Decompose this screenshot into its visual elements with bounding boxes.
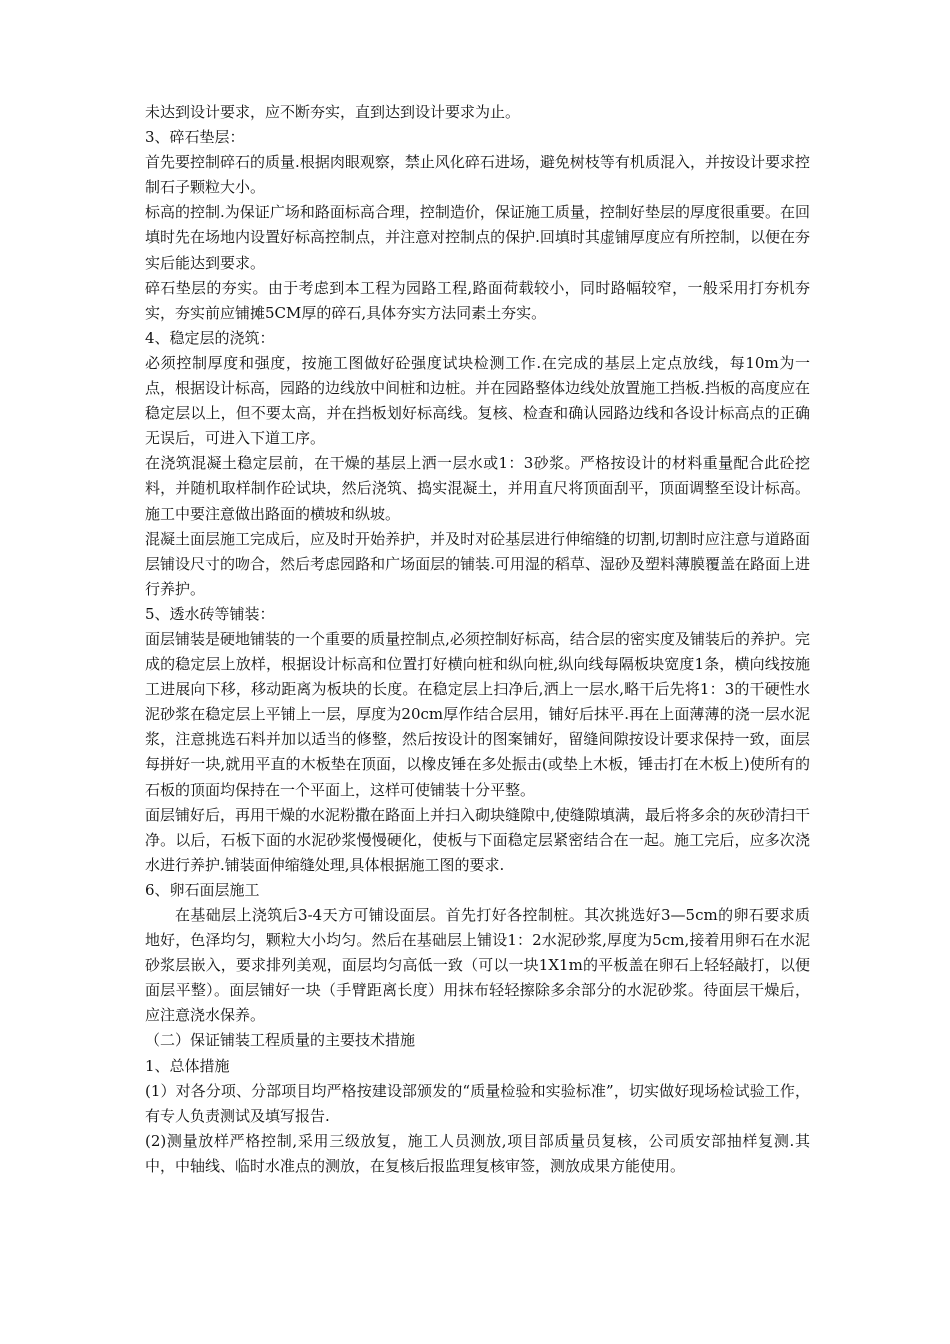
- paragraph: 碎石垫层的夯实。由于考虑到本工程为园路工程,路面荷载较小，同时路幅较窄，一般采用打夯机夯实，夯实前应铺摊5CM厚的碎石,具体夯实方法同素土夯实。: [145, 278, 810, 322]
- paragraph: (1）对各分项、分部项目均严格按建设部颁发的“质量检验和实验标准”，切实做好现场检试验工作，有专人负责测试及填写报告.: [145, 1081, 810, 1125]
- paragraph: 标高的控制.为保证广场和路面标高合理，控制造价，保证施工质量，控制好垫层的厚度很重要。在回填时先在场地内设置好标高控制点，并注意对控制点的保护.回填时其虚铺厚度应有所控制，以便在夯实后能达到要求。: [145, 203, 810, 272]
- paragraph: 混凝土面层施工完成后，应及时开始养护，并及时对砼基层进行伸缩缝的切割,切割时应注意与道路面层铺设尺寸的吻合，然后考虑园路和广场面层的铺装.可用湿的稻草、湿砂及塑料薄膜覆盖在路面上进行养护。: [145, 529, 810, 598]
- paragraph: 必须控制厚度和强度，按施工图做好砼强度试块检测工作.在完成的基层上定点放线，每10m为一点，根据设计标高，园路的边线放中间桩和边桩。并在园路整体边线处放置施工挡板.挡板的高度应在稳定层以上，但不要太高，并在挡板划好标高线。复核、检查和确认园路边线和各设计标高点的正确无误后，可进入下道工序。: [145, 353, 810, 448]
- paragraph: 在基础层上浇筑后3-4天方可铺设面层。首先打好各控制桩。其次挑选好3—5cm的卵石要求质地好，色泽均匀，颗粒大小均匀。然后在基础层上铺设1：2水泥砂浆,厚度为5cm,接着用卵石在水泥砂浆层嵌入，要求排列美观，面层均匀高低一致（可以一块1X1m的平板盖在卵石上轻轻敲打，以便面层平整）。面层铺好一块（手臂距离长度）用抹布轻轻擦除多余部分的水泥砂浆。待面层干燥后，应注意浇水保养。: [145, 906, 810, 1025]
- paragraph: 未达到设计要求，应不断夯实，直到达到设计要求为止。: [145, 103, 521, 121]
- paragraph: 面层铺装是硬地铺装的一个重要的质量控制点,必须控制好标高，结合层的密实度及铺装后的养护。完成的稳定层上放样，根据设计标高和位置打好横向桩和纵向桩,纵向线每隔板块宽度1条，横向线按施工进展向下移，移动距离为板块的长度。在稳定层上扫净后,洒上一层水,略干后先将1：3的干硬性水泥砂浆在稳定层上平铺上一层，厚度为20cm厚作结合层用，铺好后抹平.再在上面薄薄的浇一层水泥浆，注意挑选石料并加以适当的修整，然后按设计的图案铺好，留缝间隙按设计要求保持一致，面层每拼好一块,就用平直的木板垫在顶面，以橡皮锤在多处振击(或垫上木板，锤击打在木板上)使所有的石板的顶面均保持在一个平面上，这样可使铺装十分平整。: [145, 629, 810, 799]
- paragraph: 首先要控制碎石的质量.根据肉眼观察，禁止风化碎石进场，避免树枝等有机质混入，并按设计要求控制石子颗粒大小。: [145, 153, 810, 197]
- paragraph: (2)测量放样严格控制,采用三级放复，施工人员测放,项目部质量员复核，公司质安部抽样复测.其中，中轴线、临时水准点的测放，在复核后报监理复核审签，测放成果方能使用。: [145, 1131, 810, 1175]
- paragraph: 面层铺好后，再用干燥的水泥粉撒在路面上并扫入砌块缝隙中,使缝隙填满，最后将多余的灰砂清扫干净。以后，石板下面的水泥砂浆慢慢硬化，使板与下面稳定层紧密结合在一起。施工完后，应多次浇水进行养护.铺装面伸缩缝处理,具体根据施工图的要求.: [145, 805, 810, 874]
- paragraph: 在浇筑混凝土稳定层前，在干燥的基层上洒一层水或1：3砂浆。严格按设计的材料重量配合此砼挖料，并随机取样制作砼试块，然后浇筑、捣实混凝土，并用直尺将顶面刮平，顶面调整至设计标高。施工中要注意做出路面的横坡和纵坡。: [145, 454, 810, 523]
- section-heading: 3、碎石垫层：: [145, 128, 245, 147]
- section-heading: 4、稳定层的浇筑：: [145, 328, 275, 347]
- document-body: [145, 100, 810, 1179]
- section-heading: 6、卵石面层施工: [145, 880, 260, 899]
- section-heading: 5、透水砖等铺装：: [145, 604, 275, 623]
- section-heading: 1、总体措施: [145, 1056, 230, 1075]
- section-heading: （二）保证铺装工程质量的主要技术措施: [145, 1031, 416, 1050]
